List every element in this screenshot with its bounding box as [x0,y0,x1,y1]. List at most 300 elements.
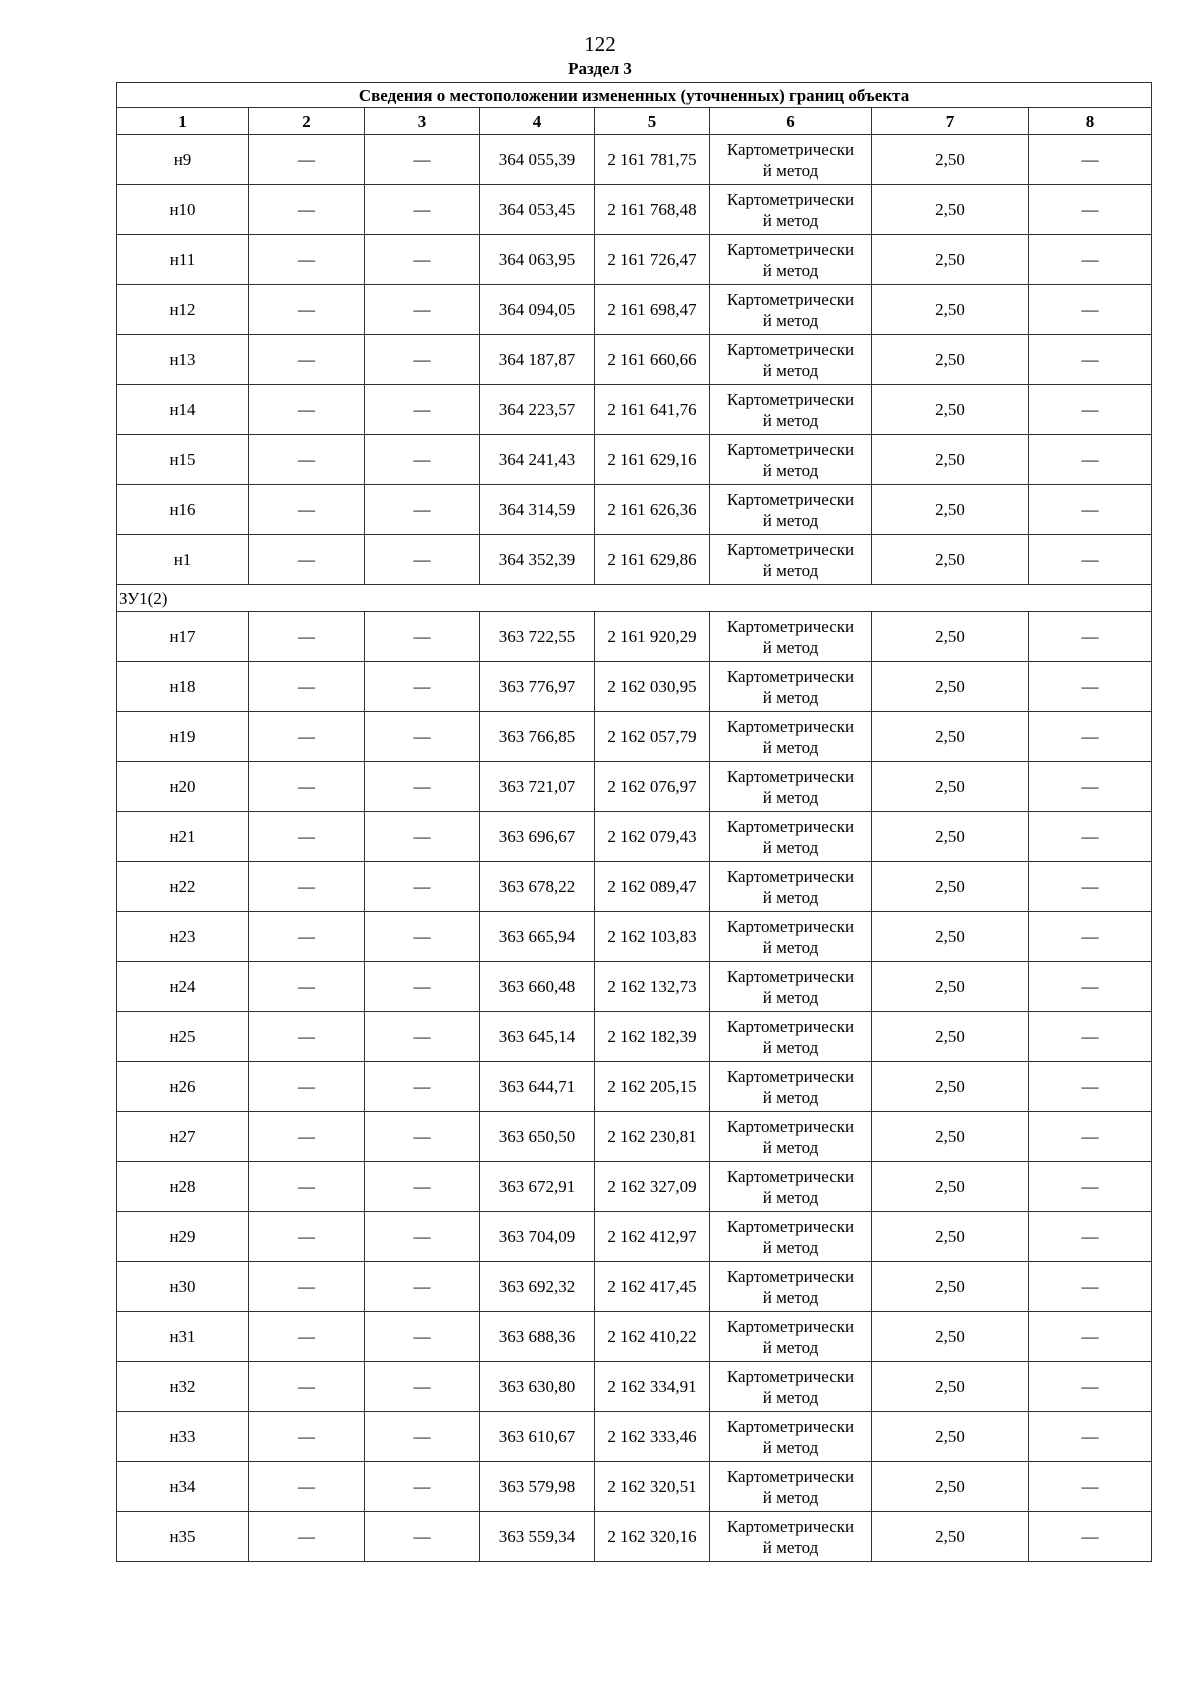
table-cell-c7: 2,50 [872,485,1029,535]
method-text-line: й метод [762,310,819,330]
table-cell-c2: — [249,1212,365,1262]
boundary-coordinates-table [116,82,1152,1562]
method-cell [710,1012,872,1062]
table-cell-c4: 363 644,71 [480,1062,595,1112]
table-cell-c4: 363 610,67 [480,1412,595,1462]
table-cell-c4: 363 672,91 [480,1162,595,1212]
table-row [117,1412,1152,1462]
table-cell-c7: 2,50 [872,435,1029,485]
table-cell-c7: 2,50 [872,1062,1029,1112]
table-cell-c3: — [365,762,480,812]
table-cell-c5: 2 161 660,66 [595,335,710,385]
table-row [117,235,1152,285]
column-header: 7 [872,108,1029,135]
table-cell-c4: 364 063,95 [480,235,595,285]
table-cell-c3: — [365,1212,480,1262]
table-cell-c3: — [365,862,480,912]
method-text-line: Картометрически [726,1016,855,1036]
table-cell-c4: 363 722,55 [480,612,595,662]
table-cell-c8: — [1029,185,1152,235]
table-cell-c8: — [1029,285,1152,335]
table-cell-c2: — [249,185,365,235]
table-cell-c5: 2 161 626,36 [595,485,710,535]
method-cell [710,485,872,535]
method-text-line: й метод [762,260,819,280]
table-cell-c8: — [1029,1212,1152,1262]
table-row [117,1262,1152,1312]
table-cell-c1: н1 [117,535,249,585]
table-cell-c5: 2 162 103,83 [595,912,710,962]
table-cell-c4: 363 721,07 [480,762,595,812]
method-text-line: Картометрически [726,1266,855,1286]
table-cell-c2: — [249,1062,365,1112]
table-cell-c8: — [1029,135,1152,185]
table-cell-c1: н17 [117,612,249,662]
table-cell-c3: — [365,1362,480,1412]
table-cell-c7: 2,50 [872,912,1029,962]
method-text-line: й метод [762,1487,819,1507]
method-text-line: й метод [762,1537,819,1557]
method-text-line: й метод [762,737,819,757]
table-cell-c2: — [249,1112,365,1162]
table-row [117,1312,1152,1362]
table-cell-c5: 2 162 412,97 [595,1212,710,1262]
table-cell-c4: 363 688,36 [480,1312,595,1362]
table-row [117,285,1152,335]
table-cell-c2: — [249,335,365,385]
table-cell-c2: — [249,135,365,185]
table-cell-c2: — [249,435,365,485]
column-header: 2 [249,108,365,135]
table-cell-c4: 363 692,32 [480,1262,595,1312]
table-cell-c4: 363 645,14 [480,1012,595,1062]
table-cell-c5: 2 162 030,95 [595,662,710,712]
method-cell [710,1312,872,1362]
table-cell-c4: 363 660,48 [480,962,595,1012]
table-cell-c5: 2 162 182,39 [595,1012,710,1062]
table-cell-c2: — [249,862,365,912]
table-cell-c2: — [249,1262,365,1312]
table-cell-c7: 2,50 [872,235,1029,285]
method-text-line: й метод [762,837,819,857]
method-cell [710,712,872,762]
table-cell-c4: 363 579,98 [480,1462,595,1512]
table-row [117,1112,1152,1162]
table-cell-c8: — [1029,612,1152,662]
method-cell [710,912,872,962]
table-cell-c5: 2 161 726,47 [595,235,710,285]
table-cell-c5: 2 162 410,22 [595,1312,710,1362]
method-text-line: й метод [762,1137,819,1157]
table-cell-c4: 363 630,80 [480,1362,595,1412]
table-cell-c5: 2 162 089,47 [595,862,710,912]
table-cell-c8: — [1029,485,1152,535]
table-cell-c1: н20 [117,762,249,812]
method-cell [710,1062,872,1112]
table-cell-c7: 2,50 [872,1212,1029,1262]
table-cell-c4: 364 223,57 [480,385,595,435]
method-text-line: Картометрически [726,239,855,259]
method-cell [710,812,872,862]
table-cell-c7: 2,50 [872,962,1029,1012]
table-cell-c1: н15 [117,435,249,485]
method-text-line: Картометрически [726,439,855,459]
table-cell-c1: н13 [117,335,249,385]
table-cell-c3: — [365,1462,480,1512]
method-cell [710,135,872,185]
table-cell-c2: — [249,535,365,585]
method-text-line: Картометрически [726,539,855,559]
table-cell-c1: н10 [117,185,249,235]
table-cell-c1: н25 [117,1012,249,1062]
method-text-line: й метод [762,1437,819,1457]
table-cell-c4: 364 352,39 [480,535,595,585]
table-cell-c7: 2,50 [872,1512,1029,1562]
method-cell [710,1362,872,1412]
table-body [117,135,1152,1562]
table-cell-c5: 2 162 327,09 [595,1162,710,1212]
table-cell-c2: — [249,712,365,762]
table-cell-c7: 2,50 [872,335,1029,385]
method-cell [710,1162,872,1212]
method-cell [710,1412,872,1462]
method-text-line: Картометрически [726,139,855,159]
method-text-line: й метод [762,887,819,907]
method-text-line: Картометрически [726,339,855,359]
method-cell [710,612,872,662]
table-cell-c4: 364 314,59 [480,485,595,535]
table-cell-c4: 363 559,34 [480,1512,595,1562]
table-cell-c8: — [1029,962,1152,1012]
method-text-line: й метод [762,787,819,807]
table-cell-c7: 2,50 [872,1362,1029,1412]
table-cell-c3: — [365,662,480,712]
table-cell-c1: н34 [117,1462,249,1512]
table-row [117,962,1152,1012]
method-text-line: й метод [762,637,819,657]
table-cell-c7: 2,50 [872,662,1029,712]
table-cell-c2: — [249,1462,365,1512]
table-cell-c8: — [1029,712,1152,762]
table-cell-c5: 2 161 920,29 [595,612,710,662]
table-cell-c7: 2,50 [872,862,1029,912]
table-row [117,1512,1152,1562]
table-cell-c3: — [365,1062,480,1112]
table-cell-c5: 2 162 079,43 [595,812,710,862]
method-text-line: й метод [762,987,819,1007]
table-cell-c4: 363 766,85 [480,712,595,762]
method-text-line: й метод [762,1387,819,1407]
table-cell-c5: 2 161 641,76 [595,385,710,435]
table-cell-c8: — [1029,1362,1152,1412]
column-header: 8 [1029,108,1152,135]
table-row [117,912,1152,962]
method-text-line: Картометрически [726,1416,855,1436]
method-text-line: Картометрически [726,289,855,309]
table-cell-c1: н21 [117,812,249,862]
table-cell-c8: — [1029,1312,1152,1362]
table-cell-c4: 364 094,05 [480,285,595,335]
method-text-line: й метод [762,560,819,580]
table-cell-c8: — [1029,1262,1152,1312]
method-text-line: й метод [762,1337,819,1357]
table-cell-c8: — [1029,535,1152,585]
table-cell-c2: — [249,662,365,712]
method-text-line: Картометрически [726,1066,855,1086]
method-text-line: Картометрически [726,1216,855,1236]
table-cell-c2: — [249,235,365,285]
method-text-line: Картометрически [726,816,855,836]
method-cell [710,1112,872,1162]
table-cell-c5: 2 161 698,47 [595,285,710,335]
table-row [117,712,1152,762]
table-row [117,185,1152,235]
table-cell-c8: — [1029,435,1152,485]
table-cell-c8: — [1029,762,1152,812]
table-cell-c3: — [365,435,480,485]
table-cell-c5: 2 162 132,73 [595,962,710,1012]
method-text-line: Картометрически [726,766,855,786]
table-cell-c5: 2 162 320,51 [595,1462,710,1512]
table-cell-c1: н33 [117,1412,249,1462]
table-cell-c1: н27 [117,1112,249,1162]
table-cell-c8: — [1029,862,1152,912]
table-cell-c5: 2 162 334,91 [595,1362,710,1412]
table-row [117,335,1152,385]
method-text-line: Картометрически [726,1366,855,1386]
method-text-line: й метод [762,937,819,957]
group-label: ЗУ1(2) [117,585,1152,612]
method-cell [710,862,872,912]
table-cell-c3: — [365,812,480,862]
table-cell-c4: 364 241,43 [480,435,595,485]
table-cell-c8: — [1029,812,1152,862]
table-cell-c1: н31 [117,1312,249,1362]
table-cell-c5: 2 162 333,46 [595,1412,710,1462]
method-text-line: й метод [762,510,819,530]
table-row [117,435,1152,485]
table-cell-c3: — [365,712,480,762]
table-cell-c3: — [365,535,480,585]
method-text-line: Картометрически [726,916,855,936]
section-title: Раздел 3 [568,59,632,78]
table-cell-c2: — [249,485,365,535]
table-cell-c7: 2,50 [872,762,1029,812]
table-cell-c3: — [365,1512,480,1562]
table-cell-c2: — [249,385,365,435]
table-cell-c3: — [365,235,480,285]
method-cell [710,1512,872,1562]
method-text-line: Картометрически [726,1116,855,1136]
table-cell-c8: — [1029,1512,1152,1562]
method-cell [710,1462,872,1512]
method-cell [710,385,872,435]
table-cell-c1: н14 [117,385,249,435]
table-cell-c3: — [365,1012,480,1062]
table-cell-c4: 364 187,87 [480,335,595,385]
table-cell-c3: — [365,135,480,185]
table-cell-c8: — [1029,1062,1152,1112]
table-cell-c7: 2,50 [872,285,1029,335]
table-cell-c5: 2 162 320,16 [595,1512,710,1562]
table-cell-c2: — [249,1362,365,1412]
method-cell [710,1262,872,1312]
table-cell-c2: — [249,962,365,1012]
table-cell-c1: н29 [117,1212,249,1262]
table-cell-c3: — [365,1412,480,1462]
method-text-line: Картометрически [726,189,855,209]
method-text-line: й метод [762,687,819,707]
method-text-line: Картометрически [726,666,855,686]
table-row [117,535,1152,585]
column-header: 5 [595,108,710,135]
table-row [117,1362,1152,1412]
method-text-line: й метод [762,410,819,430]
table-cell-c7: 2,50 [872,1412,1029,1462]
table-cell-c7: 2,50 [872,812,1029,862]
table-cell-c5: 2 162 230,81 [595,1112,710,1162]
method-cell [710,285,872,335]
table-cell-c7: 2,50 [872,1012,1029,1062]
table-cell-c5: 2 161 768,48 [595,185,710,235]
table-cell-c3: — [365,1112,480,1162]
table-row [117,762,1152,812]
table-cell-c7: 2,50 [872,612,1029,662]
table-cell-c1: н35 [117,1512,249,1562]
method-cell [710,435,872,485]
table-row [117,135,1152,185]
table-cell-c8: — [1029,1012,1152,1062]
table-cell-c2: — [249,285,365,335]
table-cell-c1: н18 [117,662,249,712]
table-cell-c7: 2,50 [872,1262,1029,1312]
method-text-line: й метод [762,460,819,480]
method-cell [710,235,872,285]
table-cell-c4: 363 696,67 [480,812,595,862]
method-cell [710,762,872,812]
table-cell-c7: 2,50 [872,535,1029,585]
method-cell [710,535,872,585]
table-row [117,1212,1152,1262]
table-cell-c4: 363 678,22 [480,862,595,912]
table-cell-c2: — [249,1512,365,1562]
method-text-line: Картометрически [726,616,855,636]
table-cell-c2: — [249,812,365,862]
method-text-line: й метод [762,210,819,230]
method-text-line: Картометрически [726,716,855,736]
table-cell-c7: 2,50 [872,712,1029,762]
table-cell-c4: 363 650,50 [480,1112,595,1162]
table-cell-c2: — [249,612,365,662]
table-cell-c8: — [1029,335,1152,385]
table-cell-c8: — [1029,1162,1152,1212]
table-cell-c3: — [365,335,480,385]
table-cell-c4: 363 665,94 [480,912,595,962]
method-cell [710,662,872,712]
table-cell-c4: 363 704,09 [480,1212,595,1262]
table-cell-c7: 2,50 [872,185,1029,235]
table-title: Сведения о местоположении измененных (уточненных) границ объекта [117,83,1152,108]
table-cell-c1: н22 [117,862,249,912]
method-text-line: Картометрически [726,489,855,509]
table-cell-c4: 364 053,45 [480,185,595,235]
table-cell-c3: — [365,612,480,662]
table-cell-c2: — [249,1162,365,1212]
table-cell-c1: н11 [117,235,249,285]
table-cell-c7: 2,50 [872,1112,1029,1162]
method-text-line: й метод [762,1237,819,1257]
table-row [117,1012,1152,1062]
method-text-line: Картометрически [726,1516,855,1536]
table-cell-c8: — [1029,1462,1152,1512]
table-cell-c1: н16 [117,485,249,535]
table-cell-c5: 2 162 057,79 [595,712,710,762]
table-cell-c5: 2 161 629,86 [595,535,710,585]
table-cell-c3: — [365,1162,480,1212]
table-cell-c7: 2,50 [872,135,1029,185]
table-cell-c1: н24 [117,962,249,1012]
table-cell-c3: — [365,385,480,435]
table-cell-c2: — [249,762,365,812]
method-text-line: й метод [762,1187,819,1207]
method-text-line: Картометрически [726,1316,855,1336]
table-cell-c8: — [1029,385,1152,435]
table-cell-c7: 2,50 [872,1162,1029,1212]
table-cell-c3: — [365,285,480,335]
table-cell-c8: — [1029,1412,1152,1462]
table-cell-c7: 2,50 [872,385,1029,435]
table-cell-c1: н19 [117,712,249,762]
method-text-line: й метод [762,1037,819,1057]
table-cell-c5: 2 161 781,75 [595,135,710,185]
table-cell-c1: н30 [117,1262,249,1312]
method-text-line: Картометрически [726,1466,855,1486]
table-cell-c2: — [249,1412,365,1462]
column-header: 3 [365,108,480,135]
table-cell-c4: 364 055,39 [480,135,595,185]
method-text-line: й метод [762,160,819,180]
table-row [117,612,1152,662]
table-cell-c8: — [1029,1112,1152,1162]
method-cell [710,335,872,385]
table-row [117,485,1152,535]
method-text-line: Картометрически [726,866,855,886]
table-cell-c1: н28 [117,1162,249,1212]
column-header: 1 [117,108,249,135]
method-text-line: Картометрически [726,1166,855,1186]
table-cell-c8: — [1029,662,1152,712]
table-cell-c8: — [1029,912,1152,962]
table-cell-c3: — [365,485,480,535]
table-row [117,812,1152,862]
group-row [117,585,1152,612]
table-cell-c1: н26 [117,1062,249,1112]
table-row [117,1062,1152,1112]
table-cell-c3: — [365,185,480,235]
table-cell-c1: н32 [117,1362,249,1412]
column-header: 4 [480,108,595,135]
table-cell-c5: 2 162 205,15 [595,1062,710,1112]
column-header: 6 [710,108,872,135]
method-cell [710,1212,872,1262]
page-number: 122 [584,32,616,56]
table-row [117,662,1152,712]
table-row [117,1462,1152,1512]
table-cell-c7: 2,50 [872,1462,1029,1512]
table-cell-c2: — [249,1312,365,1362]
method-text-line: Картометрически [726,389,855,409]
table-cell-c1: н23 [117,912,249,962]
